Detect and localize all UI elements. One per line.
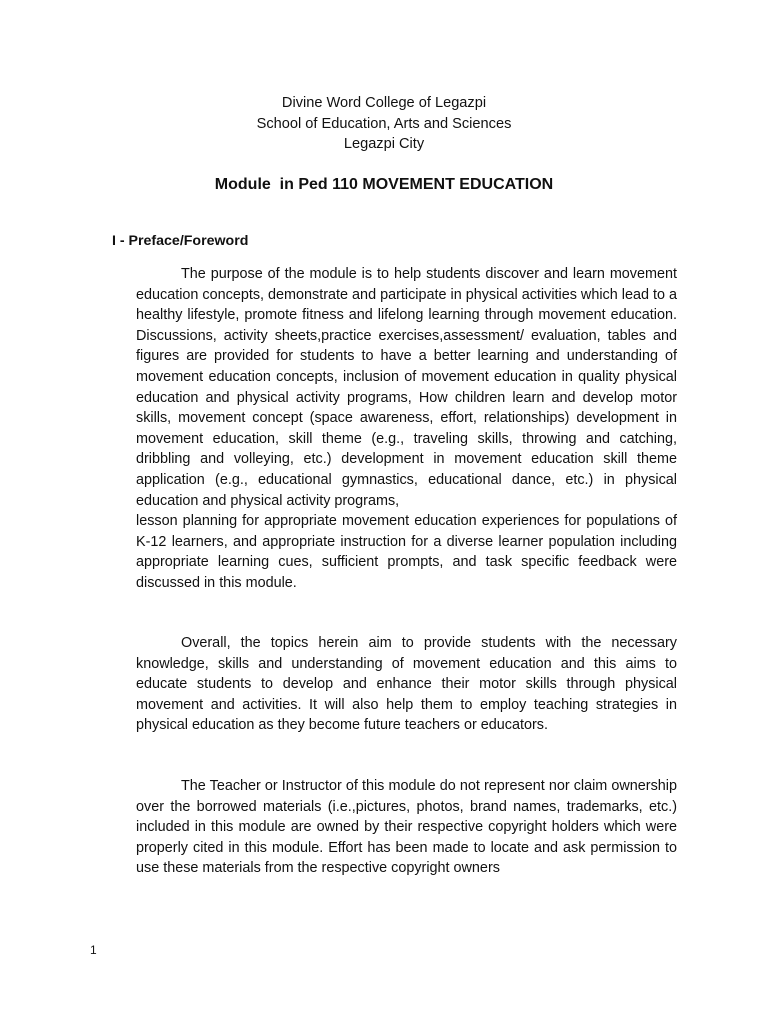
preface-block-2 (136, 633, 677, 736)
preface-paragraph-1-continued: lesson planning for appropriate movement education experiences for populations of K-12 learners, and appropriate instruction for a diverse learner population including appropriate learning cues, sufficient prompts, and task specific feedback were discussed in this module. (136, 513, 677, 591)
preface-paragraph-3: The Teacher or Instructor of this module do not represent nor claim ownership over the borrowed materials (i.e.,pictures, photos, brand names, trademarks, etc.) included in this module are owned by their respective copyright holders which were properly cited in this module. Effort has been made to locate and ask permission to use these materials from the respective copyright owners (136, 778, 677, 877)
institution-name: Divine Word College of Legazpi (281, 95, 487, 111)
preface-paragraph-2: Overall, the topics herein aim to provide students with the necessary knowledge, skills and understanding of movement education and this aims to educate students to develop and enhance their motor skills through physical movement and activities. It will also help them to employ teaching strategies in physical education as they become future teachers or educators. (136, 635, 677, 734)
preface-block-1 (136, 264, 677, 594)
page-number: 1 (90, 943, 97, 957)
preface-paragraph-1: The purpose of the module is to help students discover and learn movement education concepts, demonstrate and participate in physical activities which lead to a healthy lifestyle, promote fitness and lifelong learning through movement education. Discussions, activity sheets,practice exercises,assessment/ evaluation, tables and figures are provided for students to have a better learning and understanding of movement education concepts, inclusion of movement education in quality physical education and physical activity programs, How children learn and develop motor skills, movement concept (space awareness, effort, relationships) development in movement education, skill theme (e.g., traveling skills, throwing and catching, dribbling and volleying, etc.) development in movement education skill theme application (e.g., educational gymnastics, educational dance, etc.) in physical education and physical activity programs, (136, 266, 677, 509)
city-name: Legazpi City (343, 136, 425, 152)
preface-block-3 (136, 776, 677, 879)
document-header (0, 93, 768, 155)
module-title: Module in Ped 110 MOVEMENT EDUCATION (214, 176, 554, 193)
section-heading: I - Preface/Foreword (112, 233, 249, 249)
school-name: School of Education, Arts and Sciences (256, 115, 512, 132)
